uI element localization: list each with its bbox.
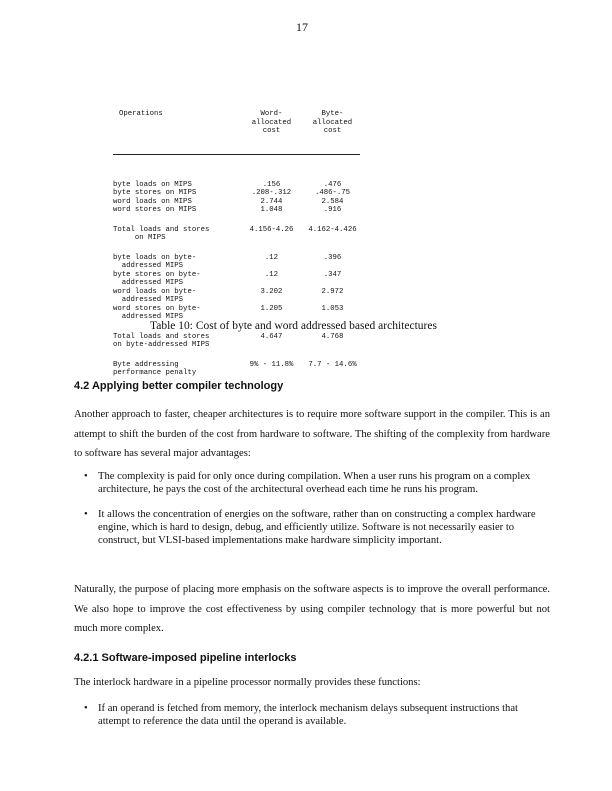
cell-operation: byte loads on MIPS	[113, 180, 192, 189]
cell-operation: Byte addressing performance penalty	[113, 360, 197, 377]
list-item: • The complexity is paid for only once during compilation. When a user runs his program on a complex architecture, he pays the cost of the architectural overhead each time he runs his program.	[84, 470, 544, 496]
table-row	[113, 226, 363, 243]
table-row	[113, 181, 363, 190]
cell-operation: byte stores on byte- addressed MIPS	[113, 270, 201, 287]
cell-operation: byte loads on byte- addressed MIPS	[113, 253, 197, 270]
table-caption: Table 10: Cost of byte and word addressed based architectures	[150, 320, 437, 332]
cell-operation: word stores on byte- addressed MIPS	[113, 304, 201, 321]
cell-byte-cost: .486-.75	[314, 189, 351, 197]
cell-operation: Total loads and stores on byte-addressed MIPS	[113, 332, 210, 349]
cell-word-cost: .208-.312	[251, 189, 292, 197]
cell-operation: Total loads and stores on MIPS	[113, 225, 210, 242]
list-item: • If an operand is fetched from memory, the interlock mechanism delays subsequent instructions that attempt to reference the data until the operand is available.	[84, 702, 544, 728]
cell-byte-cost: 4.162-4.426	[308, 225, 357, 234]
table-header	[113, 110, 363, 136]
cell-operation: word loads on MIPS	[113, 197, 192, 206]
table-row	[113, 361, 363, 378]
cell-operation: word loads on byte- addressed MIPS	[113, 287, 197, 304]
cell-operation: word stores on MIPS	[113, 206, 197, 214]
table-row	[113, 254, 363, 271]
cell-byte-cost: 4.768	[321, 332, 344, 341]
cell-byte-cost: .396	[323, 253, 342, 262]
table-row	[113, 198, 363, 207]
cell-byte-cost: 2.972	[321, 287, 344, 296]
subsection-heading: 4.2.1 Software-imposed pipeline interlocks	[74, 652, 297, 664]
cell-word-cost: 9% - 11.8%	[249, 360, 294, 369]
cell-operation: byte stores on MIPS	[113, 189, 197, 197]
paragraph: Another approach to faster, cheaper architectures is to require more software support in the compiler. This is an attempt to shift the burden of the cost from hardware to software. The shifting of the complexity from hardware to software has several major advantages:	[74, 409, 550, 459]
cell-word-cost: 4.647	[260, 332, 283, 341]
list-item: • It allows the concentration of energies on the software, rather than on constructing a complex hardware engine, which is hard to design, debug, and efficiently utilize. Software is not necessarily easier to construct, but VLSI-based implementations make hardware simplicity important.	[84, 508, 544, 547]
cell-word-cost: 1.048	[260, 206, 283, 214]
table-row	[113, 305, 363, 322]
cell-word-cost: 3.202	[260, 287, 283, 296]
cell-byte-cost: 7.7 - 14.6%	[308, 360, 357, 369]
table-row	[113, 206, 363, 215]
table-row	[113, 333, 363, 350]
table-row	[113, 288, 363, 305]
cell-word-cost: 1.205	[260, 304, 283, 313]
table-row	[113, 271, 363, 288]
cell-word-cost: .12	[264, 253, 279, 262]
bullet-list	[84, 470, 544, 559]
header-operations: Operations	[119, 110, 163, 118]
cell-word-cost: .156	[262, 180, 281, 189]
header-byte-allocated: Byte- allocated cost	[312, 110, 353, 135]
list-item-text: The complexity is paid for only once during compilation. When a user runs his program on a complex architecture, he pays the cost of the architectural overhead each time he runs his program.	[98, 471, 531, 495]
bullet-list	[84, 702, 544, 740]
cell-byte-cost: 2.584	[321, 197, 344, 206]
paragraph: The interlock hardware in a pipeline processor normally provides these functions:	[74, 677, 421, 688]
table-row	[113, 189, 363, 198]
cell-word-cost: .12	[264, 270, 279, 279]
cell-word-cost: 4.156-4.26	[249, 225, 294, 234]
cell-byte-cost: .916	[323, 206, 342, 214]
cell-byte-cost: .476	[323, 180, 342, 189]
paragraph: Naturally, the purpose of placing more emphasis on the software aspects is to improve the overall performance. We also hope to improve the cost effectiveness by using compiler technology that is more powerful but not much more complex.	[74, 584, 550, 634]
row-gap	[113, 350, 363, 361]
list-item-text: It allows the concentration of energies on the software, rather than on constructing a complex hardware engine, which is hard to design, debug, and efficiently utilize. Software is not necessarily easier to construct, but VLSI-based implementations make hardware simplicity important.	[98, 509, 536, 546]
cost-table	[113, 93, 363, 395]
cell-word-cost: 2.744	[260, 197, 283, 206]
list-item-text: If an operand is fetched from memory, the interlock mechanism delays subsequent instructions that attempt to reference the data until the operand is available.	[98, 703, 518, 727]
header-word-allocated: Word- allocated cost	[251, 110, 292, 135]
cell-byte-cost: .347	[323, 270, 342, 279]
page-number: 17	[296, 20, 308, 34]
row-gap	[113, 215, 363, 226]
header-rule	[113, 154, 360, 155]
row-gap	[113, 243, 363, 254]
cell-byte-cost: 1.053	[321, 304, 344, 313]
section-heading: 4.2 Applying better compiler technology	[74, 380, 284, 392]
